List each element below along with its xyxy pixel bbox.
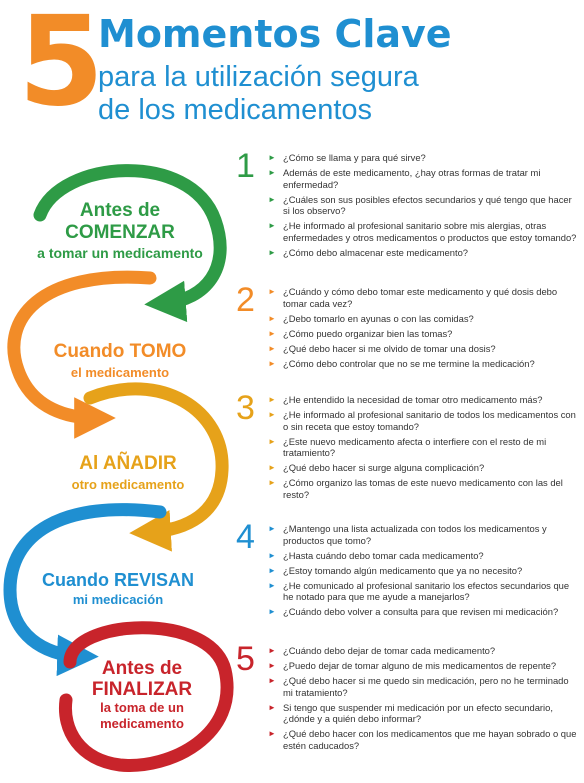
question-list xyxy=(266,152,581,258)
moment-5-line-3: la toma de un xyxy=(100,700,184,715)
question-item xyxy=(266,394,581,406)
group-number: 4 xyxy=(236,518,255,556)
bullet-arrow-icon: ► xyxy=(268,313,276,323)
moment-5-line-2: FINALIZAR xyxy=(91,679,193,700)
bullet-arrow-icon: ► xyxy=(268,395,276,404)
question-text: ¿Cómo puedo organizar bien las tomas? xyxy=(283,327,453,339)
question-list xyxy=(266,645,581,751)
question-item xyxy=(266,343,581,355)
moment-1-line-2: COMENZAR xyxy=(65,222,175,243)
question-text: Si tengo que suspender mi medicación por un efecto secundario, ¿dónde y a quién debo informar? xyxy=(283,701,553,725)
bullet-arrow-icon: ► xyxy=(268,646,276,655)
bullet-arrow-icon: ► xyxy=(268,478,276,488)
moment-3-line-1: Al AÑADIR xyxy=(79,453,177,474)
bullet-arrow-icon: ► xyxy=(268,607,276,617)
question-item xyxy=(266,645,581,657)
question-item xyxy=(266,328,581,340)
question-text: ¿Este nuevo medicamento afecta o interfiere con el resto de mi tratamiento? xyxy=(283,435,547,459)
question-item xyxy=(266,313,581,325)
bullet-arrow-icon: ► xyxy=(268,550,276,560)
moment-label-2 xyxy=(20,340,220,381)
bullet-arrow-icon: ► xyxy=(268,524,276,533)
moment-5-line-4: medicamento xyxy=(100,716,184,731)
question-item xyxy=(266,286,581,309)
question-item xyxy=(266,675,581,698)
question-text: ¿Cuándo debo volver a consulta para que revisen mi medicación? xyxy=(283,606,559,618)
question-text: ¿Cómo debo almacenar este medicamento? xyxy=(283,246,468,258)
big-number-five: 5 xyxy=(18,0,105,134)
question-item xyxy=(266,565,581,577)
question-item xyxy=(266,523,581,546)
moment-4-line-1: Cuando REVISAN xyxy=(41,570,194,590)
bullet-arrow-icon: ► xyxy=(268,702,276,712)
moment-label-4 xyxy=(18,569,218,608)
bullet-arrow-icon: ► xyxy=(268,153,276,162)
question-item xyxy=(266,409,581,432)
question-text: ¿Qué debo hacer si surge alguna complicación? xyxy=(283,462,485,474)
moment-2-line-1: Cuando TOMO xyxy=(53,341,187,362)
question-text: ¿Qué debo hacer si me quedo sin medicación, pero no he terminado mi tratamiento? xyxy=(283,675,569,698)
question-list xyxy=(266,394,581,500)
question-item xyxy=(266,436,581,459)
question-group-3 xyxy=(236,389,581,504)
bullet-arrow-icon: ► xyxy=(268,168,276,178)
question-item xyxy=(266,152,581,164)
moment-label-5 xyxy=(62,658,222,732)
bullet-arrow-icon: ► xyxy=(268,287,276,296)
moment-3-line-2: otro medicamento xyxy=(71,477,185,492)
moment-1-line-3: a tomar un medicamento xyxy=(37,245,203,261)
question-text: ¿Cómo se llama y para qué sirve? xyxy=(283,152,426,163)
bullet-arrow-icon: ► xyxy=(268,463,276,473)
question-text: ¿He informado al profesional sanitario de todos los medicamentos con o sin receta que estoy tomando? xyxy=(283,409,576,432)
bullet-arrow-icon: ► xyxy=(268,436,276,446)
question-text: Además de este medicamento, ¿hay otras formas de tratar mi enfermedad? xyxy=(283,167,541,190)
bullet-arrow-icon: ► xyxy=(268,358,276,368)
question-text: ¿Qué debo hacer si me olvido de tomar una dosis? xyxy=(283,342,496,354)
question-item xyxy=(266,220,581,243)
question-text: ¿Estoy tomando algún medicamento que ya no necesito? xyxy=(283,564,523,576)
group-number: 5 xyxy=(236,640,255,678)
moment-label-1 xyxy=(20,200,220,262)
question-item xyxy=(266,728,581,751)
bullet-arrow-icon: ► xyxy=(268,729,276,739)
question-list xyxy=(266,523,581,618)
page-subtitle xyxy=(98,61,419,127)
bullet-arrow-icon: ► xyxy=(268,343,276,353)
bullet-arrow-icon: ► xyxy=(268,328,276,338)
question-group-5 xyxy=(236,640,581,755)
group-number: 2 xyxy=(236,281,255,319)
question-text: ¿Cómo organizo las tomas de este nuevo medicamento con las del resto? xyxy=(283,477,563,500)
question-item xyxy=(266,660,581,672)
bullet-arrow-icon: ► xyxy=(268,221,276,231)
question-text: ¿He informado al profesional sanitario sobre mis alergias, otras enfermedades y otros medicamentos o productos que estoy tomando? xyxy=(283,220,577,243)
question-text: ¿He comunicado al profesional sanitario los efectos secundarios que he notado para que me ayude a manejarlos? xyxy=(283,579,570,603)
group-number: 3 xyxy=(236,389,255,427)
question-text: ¿Cómo debo controlar que no se me termine la medicación? xyxy=(283,357,535,369)
bullet-arrow-icon: ► xyxy=(268,410,276,420)
moment-1-line-1: Antes de xyxy=(79,200,161,221)
question-item xyxy=(266,702,581,725)
question-text: ¿Puedo dejar de tomar alguno de mis medicamentos de repente? xyxy=(283,660,557,672)
question-text: ¿Cuándo y cómo debo tomar este medicamento y qué dosis debo tomar cada vez? xyxy=(283,286,558,309)
subtitle-line-2: de los medicamentos xyxy=(98,94,373,126)
bullet-arrow-icon: ► xyxy=(268,676,276,686)
question-text: ¿He entendido la necesidad de tomar otro medicamento más? xyxy=(283,394,543,405)
bullet-arrow-icon: ► xyxy=(268,194,276,204)
group-number: 1 xyxy=(236,147,255,185)
question-item xyxy=(266,358,581,370)
question-group-4 xyxy=(236,518,581,621)
moment-label-3 xyxy=(28,452,228,493)
question-text: ¿Mantengo una lista actualizada con todos los medicamentos y productos que tomo? xyxy=(283,523,547,546)
question-text: ¿Cuáles son sus posibles efectos secundarios y qué tengo que hacer si los observo? xyxy=(283,193,572,217)
question-item xyxy=(266,606,581,618)
question-text: ¿Cuándo debo dejar de tomar cada medicamento? xyxy=(283,645,496,656)
question-item xyxy=(266,580,581,603)
question-item xyxy=(266,167,581,190)
bullet-arrow-icon: ► xyxy=(268,580,276,590)
question-text: ¿Debo tomarlo en ayunas o con las comidas? xyxy=(283,312,474,324)
moment-2-line-2: el medicamento xyxy=(70,365,170,380)
question-group-2 xyxy=(236,281,581,373)
page-title: Momentos Clave xyxy=(98,12,452,56)
question-item xyxy=(266,550,581,562)
question-text: ¿Qué debo hacer con los medicamentos que me hayan sobrado o que estén caducados? xyxy=(283,728,577,751)
bullet-arrow-icon: ► xyxy=(268,565,276,575)
question-item xyxy=(266,247,581,259)
bullet-arrow-icon: ► xyxy=(268,247,276,257)
subtitle-line-1: para la utilización segura xyxy=(98,61,419,93)
question-group-1 xyxy=(236,147,581,262)
moment-4-line-2: mi medicación xyxy=(72,592,164,607)
question-item xyxy=(266,477,581,500)
question-list xyxy=(266,286,581,369)
question-text: ¿Hasta cuándo debo tomar cada medicamento? xyxy=(283,549,484,561)
bullet-arrow-icon: ► xyxy=(268,661,276,671)
question-item xyxy=(266,462,581,474)
moment-5-line-1: Antes de xyxy=(101,658,183,679)
question-item xyxy=(266,194,581,217)
